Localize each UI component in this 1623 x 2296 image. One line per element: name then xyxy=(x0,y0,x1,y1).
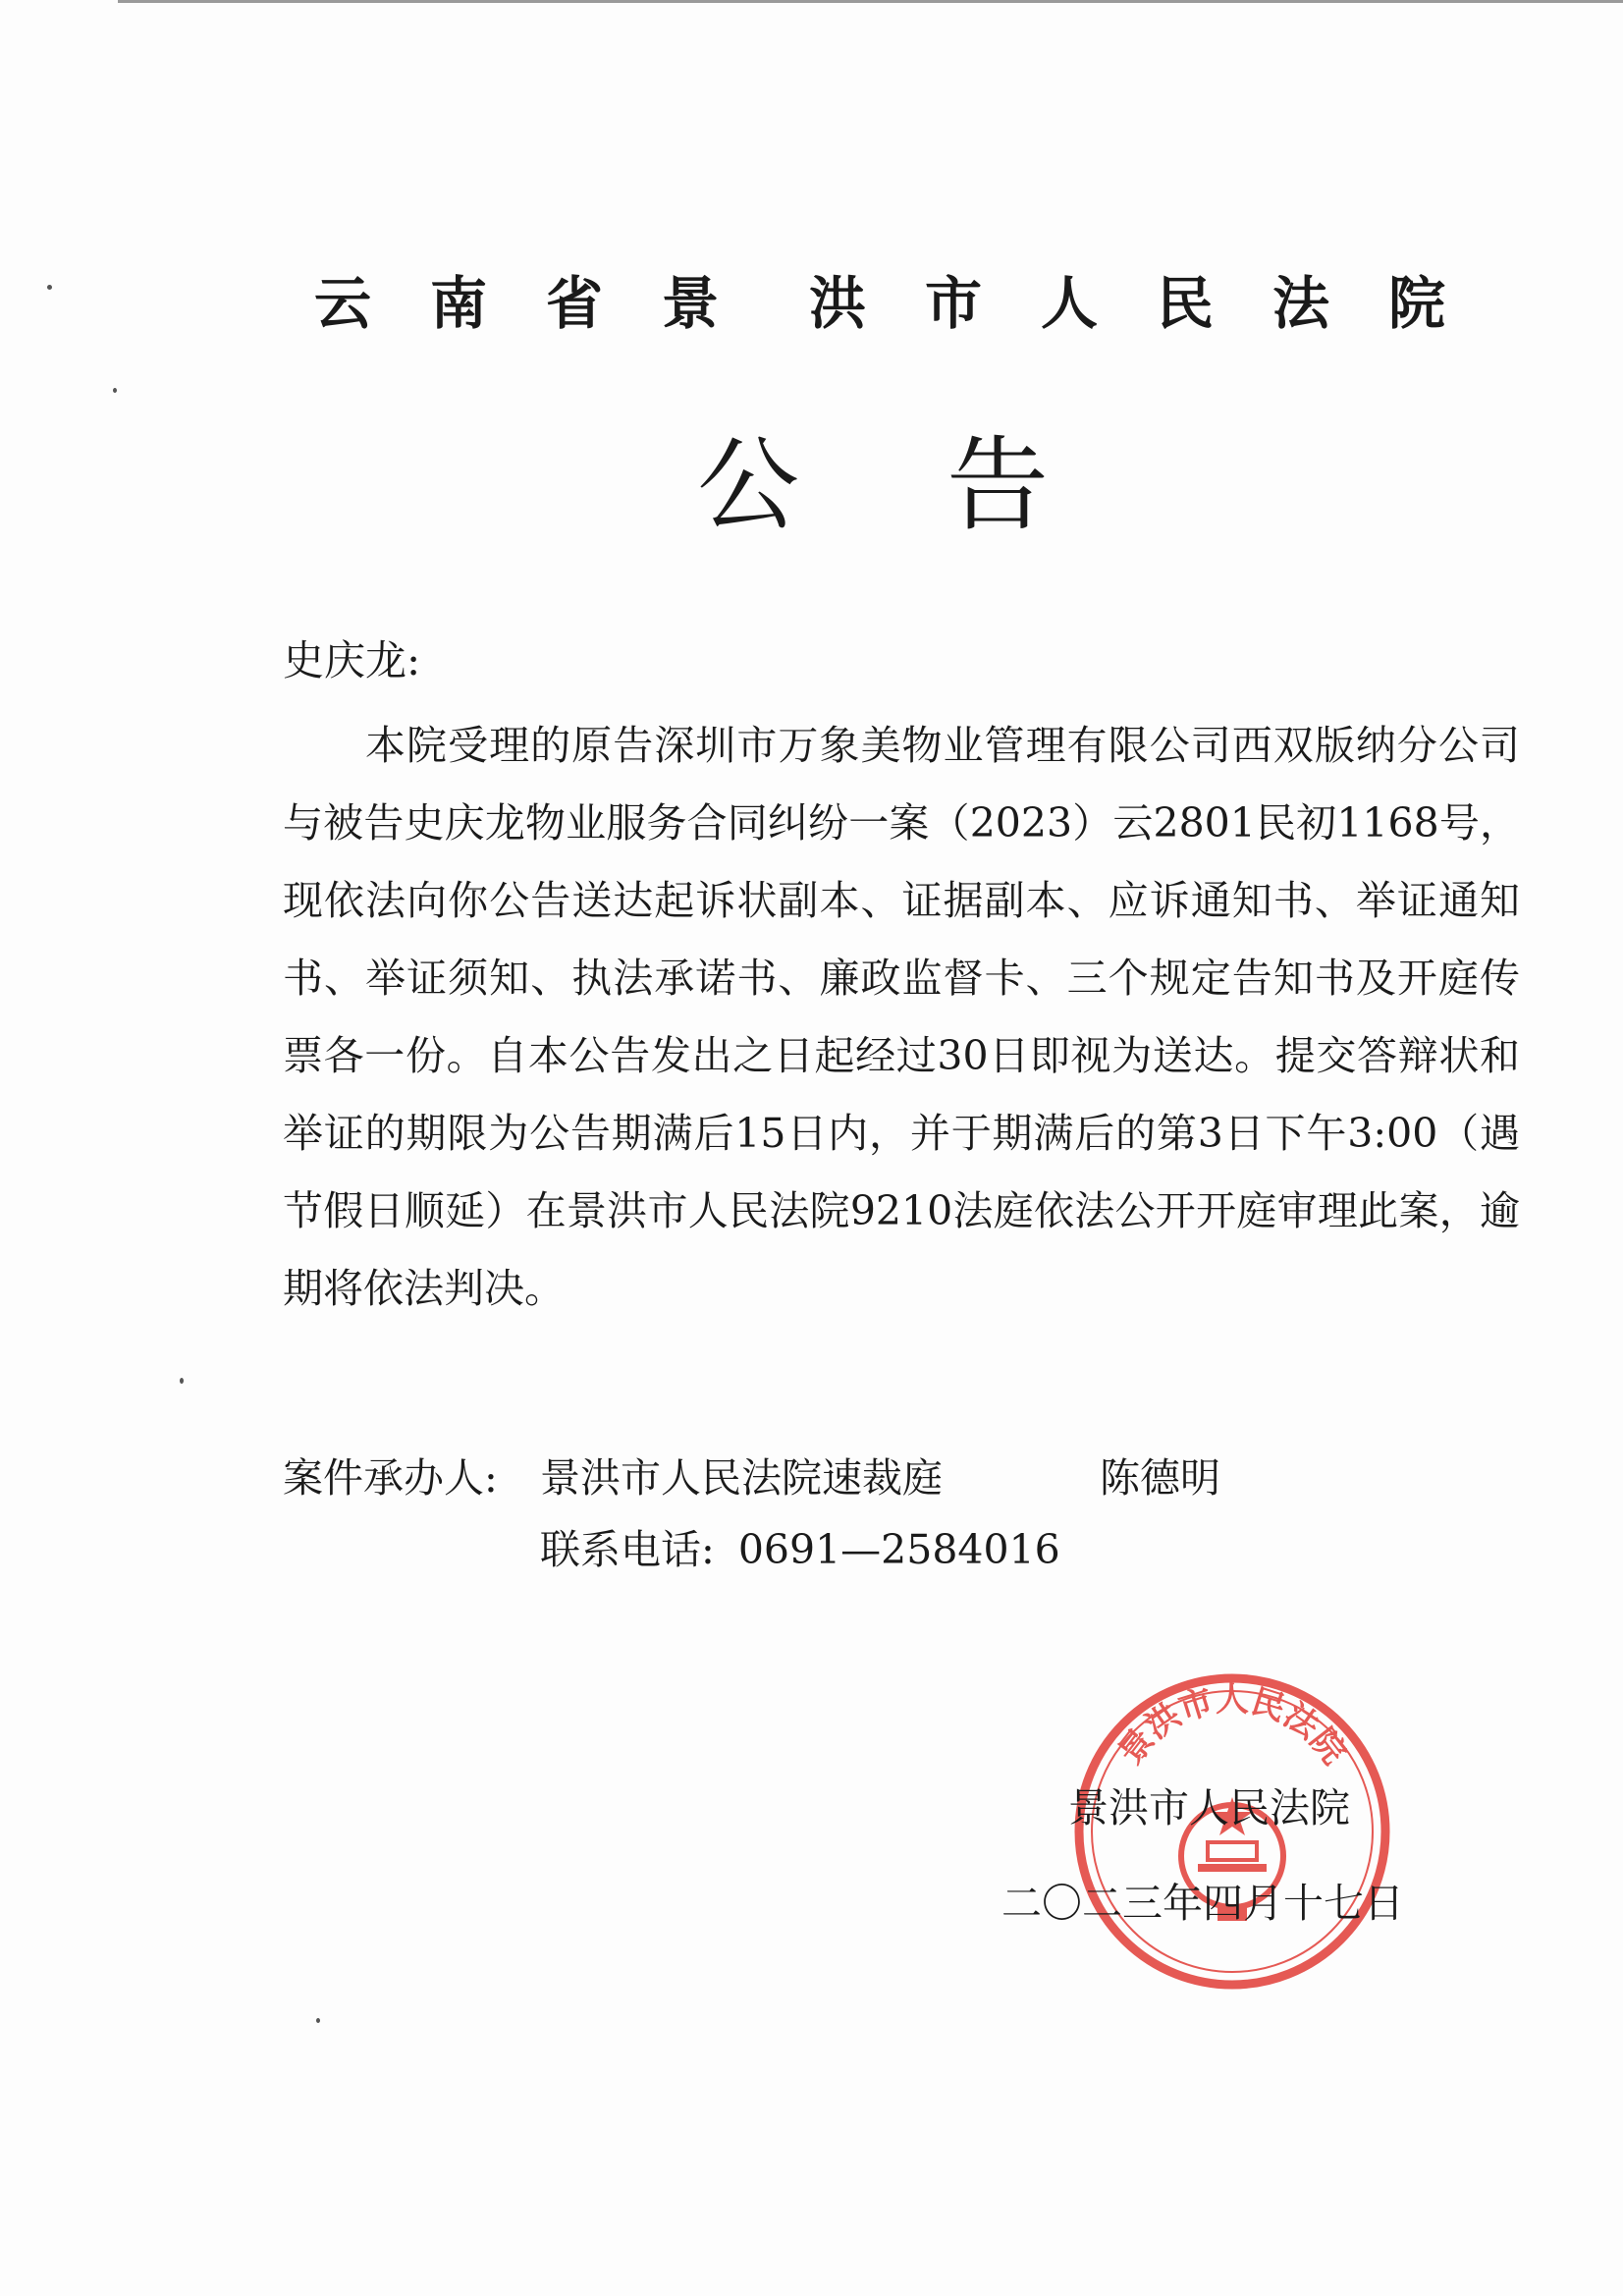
court-name-char: 民 xyxy=(1157,270,1215,337)
seal-text: 景洪市人民法院 xyxy=(1110,1679,1354,1773)
phone-label: 联系电话: xyxy=(540,1526,715,1573)
court-name-char: 人 xyxy=(1041,270,1099,337)
court-name-char: 院 xyxy=(1388,270,1446,337)
court-name-char: 洪 xyxy=(809,270,867,337)
handler-label: 案件承办人: xyxy=(283,1454,498,1502)
court-name-char: 南 xyxy=(430,270,488,337)
svg-text:景洪市人民法院 xyxy=(1111,1680,1354,1772)
case-handler-row xyxy=(283,1446,1220,1503)
handler-name: 陈德明 xyxy=(1100,1454,1220,1502)
issuing-court: 景洪市人民法院 xyxy=(1068,1784,1350,1831)
addressee: 史庆龙: xyxy=(283,636,421,684)
phone-number: 0691—2584016 xyxy=(737,1526,1060,1573)
handler-department: 景洪市人民法院速裁庭 xyxy=(540,1454,943,1502)
scan-speck xyxy=(47,285,52,290)
court-name-char: 市 xyxy=(925,270,983,337)
scan-speck xyxy=(113,388,117,393)
court-name-heading xyxy=(314,257,1512,340)
court-name-char: 云 xyxy=(314,270,372,337)
issue-date: 二〇二三年四月十七日 xyxy=(1001,1880,1404,1927)
notice-body: 本院受理的原告深圳市万象美物业管理有限公司西双版纳分公司与被告史庆龙物业服务合同纠纷一案（2023）云2801民初1168号，现依法向你公告送达起诉状副本、证据副本、应诉通知书、举证通知书、举证须知、执法承诺书、廉政监督卡、三个规定告知书及开庭传票各一份。自本公告发出之日起经过30日即视为送达。提交答辩状和举证的期限为公告期满后15日内，并于期满后的第3日下午3:00（遇节假日顺延）在景洪市人民法院9210法庭依法公开开庭审理此案，逾期将依法判决。 xyxy=(283,722,1520,1312)
court-name-char: 景 xyxy=(662,270,720,337)
contact-phone-row xyxy=(540,1517,1060,1575)
notice-title: 公告 xyxy=(697,425,1197,545)
court-name-char: 法 xyxy=(1272,270,1330,337)
scan-speck xyxy=(316,2018,320,2023)
scan-edge-line xyxy=(118,0,1623,3)
court-name-char: 省 xyxy=(546,270,604,337)
scan-speck xyxy=(180,1378,184,1384)
